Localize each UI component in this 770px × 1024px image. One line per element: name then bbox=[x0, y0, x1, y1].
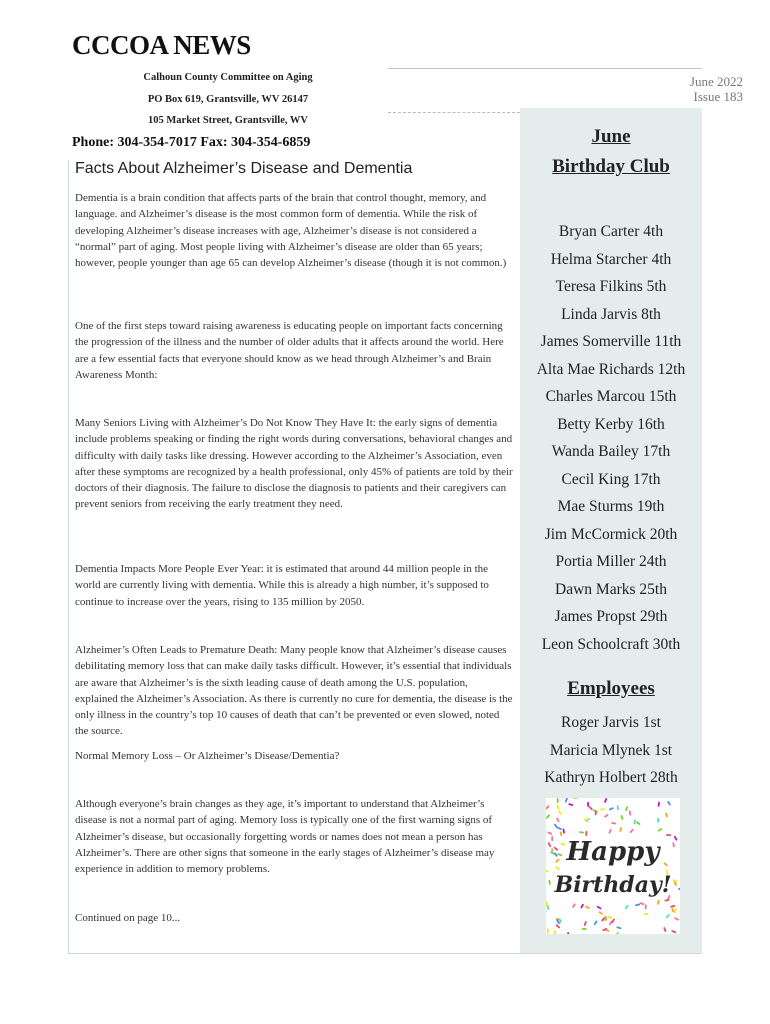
article-paragraph: One of the first steps toward raising awareness is educating people on important facts concerning the progression of the illness and the number of older adults that it affects around the world. Here are a few essential facts that everyone should know as we head through Alzheimer’s and Brain Awareness Month: bbox=[75, 320, 504, 381]
org-phone: Phone: 304-354-7017 Fax: 304-354-6859 bbox=[72, 135, 311, 150]
birthday-item: Mae Sturms 19th bbox=[557, 498, 665, 515]
birthday-item: James Somerville 11th bbox=[540, 333, 682, 350]
org-po-box: PO Box 619, Grantsville, WV 26147 bbox=[147, 94, 309, 105]
divider bbox=[388, 112, 520, 113]
birthday-item: Helma Starcher 4th bbox=[550, 250, 672, 268]
birthday-item: Leon Schoolcraft 30th bbox=[541, 635, 681, 653]
birthday-item: Charles Marcou 15th bbox=[545, 388, 677, 405]
employee-item: Maricia Mlynek 1st bbox=[549, 741, 673, 759]
page-frame-bottom bbox=[68, 953, 702, 954]
birthday-item: Cecil King 17th bbox=[561, 470, 661, 488]
article-title: Facts About Alzheimer’s Disease and Dementia bbox=[75, 160, 413, 177]
birthday-item: Linda Jarvis 8th bbox=[561, 305, 661, 323]
employee-item: Kathryn Holbert 28th bbox=[544, 769, 678, 786]
birthday-heading-club: Birthday Club bbox=[552, 156, 670, 177]
birthday-list bbox=[520, 218, 702, 658]
newsletter-title: CCCOA NEWS bbox=[72, 30, 251, 60]
birthday-item: Alta Mae Richards 12th bbox=[536, 360, 686, 378]
org-name: Calhoun County Committee on Aging bbox=[143, 72, 313, 83]
birthday-item: Betty Kerby 16th bbox=[557, 415, 665, 433]
article-paragraph: Dementia Impacts More People Ever Year: it is estimated that around 44 million people in the world are currently living with dementia. While this is already a high number, it’s supposed to continue to increase over the years, rising to 135 million by 2050. bbox=[75, 563, 489, 608]
employee-list bbox=[520, 709, 702, 792]
birthday-item: Wanda Bailey 17th bbox=[551, 443, 671, 460]
employee-item: Roger Jarvis 1st bbox=[561, 714, 661, 731]
continued-note: Continued on page 10... bbox=[75, 912, 181, 924]
birthday-item: Bryan Carter 4th bbox=[558, 223, 664, 240]
article-paragraph: Alzheimer’s Often Leads to Premature Death: Many people know that Alzheimer’s disease causes debilitating memory loss that can make daily tasks difficult. However, it’s essential that individuals are aware that Alzheimer’s is the sixth leading cause of death among the U.S. population, explained the Alzheimer’s Association. As there is currently no cure for dementia, the disease is the only illness in the country’s top 10 causes of death that can’t be prevented or even slowed, noted the source. bbox=[75, 644, 513, 738]
happy-birthday-image bbox=[546, 798, 680, 934]
issue-date: June 2022 bbox=[689, 74, 743, 89]
birthday-item: Teresa Filkins 5th bbox=[555, 278, 667, 295]
birthday-heading-month: June bbox=[591, 126, 631, 147]
birthday-item: James Propst 29th bbox=[554, 608, 668, 625]
issue-box bbox=[388, 68, 702, 113]
birthday-item: Portia Miller 24th bbox=[555, 553, 667, 570]
image-text-birthday: Birthday! bbox=[554, 872, 672, 898]
issue-number: Issue 183 bbox=[693, 89, 743, 104]
article-paragraph: Although everyone’s brain changes as they age, it’s important to understand that Alzheimer’s disease is not a normal part of aging. Memory loss is typically one of the first warning signs of Alzheimer’s disease, but occasionally forgetting words or names does not mean a person has Alzheimer’s. There are other signs that someone in the early stages of Alzheimer’s disease may experience in addition to memory problems. bbox=[75, 798, 495, 876]
org-street: 105 Market Street, Grantsville, WV bbox=[148, 115, 308, 126]
birthday-item: Dawn Marks 25th bbox=[555, 580, 667, 598]
birthday-item: Jim McCormick 20th bbox=[544, 525, 678, 543]
article-paragraph: Dementia is a brain condition that affects parts of the brain that control thought, memory, and language. and Alzheimer’s disease is the most common form of dementia. While the risk of developing Alzheimer’s disease increases with age, Alzheimer’s disease is not considered a “normal” part of aging. Most people living with Alzheimer’s disease are older than 65 years; however, people younger than age 65 can develop Alzheimer’s disease (though it is not common.) bbox=[75, 192, 507, 270]
image-text-happy: Happy bbox=[566, 837, 660, 867]
article-paragraph: Many Seniors Living with Alzheimer’s Do Not Know They Have It: the early signs of dementia include problems speaking or finding the right words during conversations, behavioral changes and difficulty with daily tasks like dressing. However according to the Alzheimer’s Association, even after these symptoms are recognized by a health professional, only 45% of patients are told by their doctors of their diagnosis. The failure to disclose the diagnosis to patients and their caregivers can prevent seniors from receiving the early treatment they need. bbox=[75, 417, 513, 511]
employees-heading: Employees bbox=[567, 678, 655, 699]
article-subheading: Normal Memory Loss – Or Alzheimer’s Disease/Dementia? bbox=[75, 750, 340, 762]
